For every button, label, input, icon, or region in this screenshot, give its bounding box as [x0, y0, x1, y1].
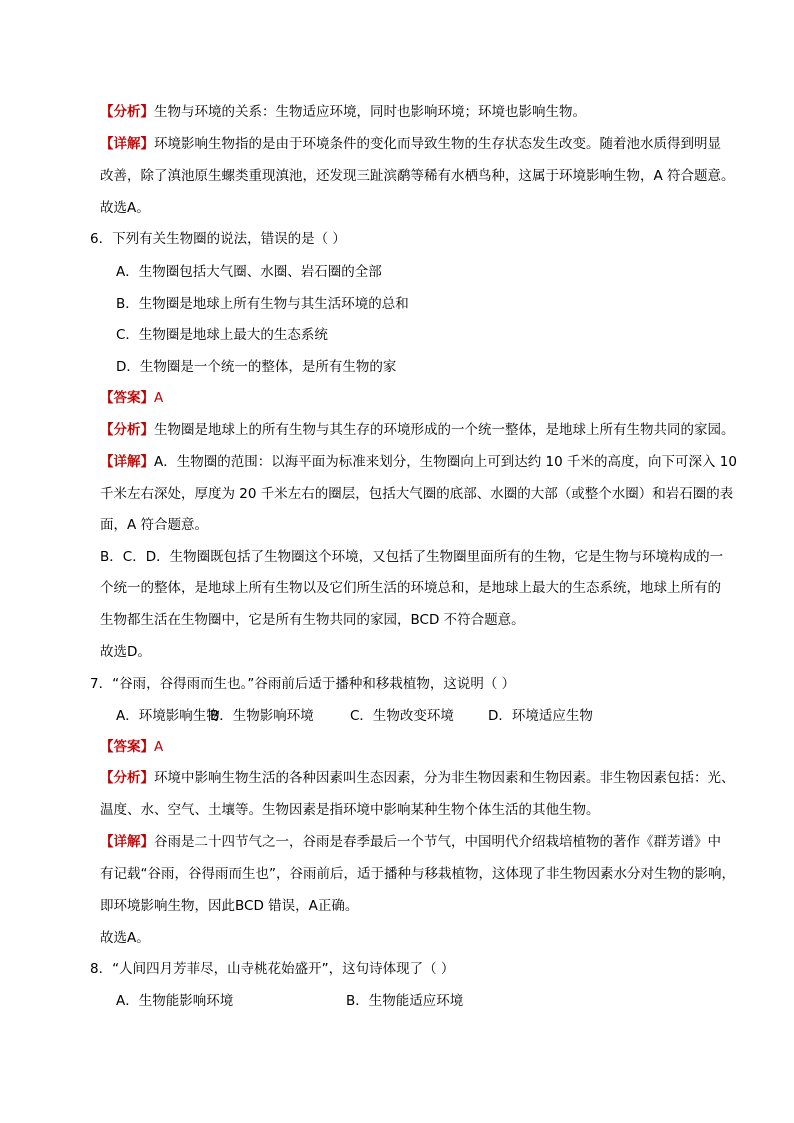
q6-answer	[100, 388, 730, 408]
q7-stem: 7．“谷雨，谷得雨而生也。”谷雨前后适于播种和移栽植物，这说明（ ）	[90, 676, 516, 692]
analysis-text: 环境中影响生物生活的各种因素叫生态因素，分为非生物因素和生物因素。非生物因素包括：光、	[154, 770, 735, 786]
analysis-text: 生物与环境的关系：生物适应环境，同时也影响环境；环境也影响生物。	[154, 104, 586, 120]
answer-tag: 【答案】	[100, 390, 154, 406]
q6-detail-line-4: B．C．D．生物圈既包括了生物圈这个环境，又包括了生物圈里面所有的生物，它是生物与环境构成的一	[100, 549, 724, 565]
q7-option-d: D．环境适应生物	[488, 708, 593, 724]
q8-stem: 8．“人间四月芳菲尽，山寺桃花始盛开”，这句诗体现了（ ）	[90, 961, 455, 977]
detail-tag: 【详解】	[100, 834, 154, 850]
q7-option-a: A．环境影响生物	[116, 708, 220, 724]
q6-option-a: A．生物圈包括大气圈、水圈、岩石圈的全部	[116, 264, 382, 280]
q8-option-b: B．生物能适应环境	[346, 993, 464, 1009]
q6-conclusion: 故选D。	[100, 644, 151, 660]
q7-detail-line-2: 有记载“谷雨，谷得雨而生也”，谷雨前后，适于播种与移栽植物，这体现了非生物因素水分对生物的影响，	[100, 866, 735, 882]
q6-detail-line-2: 千米左右深处，厚度为 20 千米左右的圈层，包括大气圈的底部、水圈的大部（或整个水圈）和岩石圈的表	[100, 486, 734, 502]
q6-option-c: C．生物圈是地球上最大的生态系统	[116, 327, 328, 343]
detail-text: A．生物圈的范围：以海平面为标准来划分，生物圈向上可到达约 10 千米的高度，向下可深入 10	[154, 454, 737, 470]
detail-text: 谷雨是二十四节气之一，谷雨是春季最后一个节气，中国明代介绍栽培植物的著作《群芳谱》中	[154, 834, 721, 850]
q6-option-d: D．生物圈是一个统一的整体，是所有生物的家	[116, 359, 397, 375]
q6-detail-line-3: 面，A 符合题意。	[100, 517, 209, 533]
answer-value: A	[154, 739, 164, 755]
analysis-tag: 【分析】	[100, 770, 154, 786]
q7-conclusion: 故选A。	[100, 930, 150, 946]
q7-option-c: C．生物改变环境	[350, 708, 454, 724]
q6-option-b: B．生物圈是地球上所有生物与其生活环境的总和	[116, 296, 409, 312]
q6-analysis	[100, 420, 735, 440]
answer-tag: 【答案】	[100, 739, 154, 755]
analysis-text: 生物圈是地球上的所有生物与其生存的环境形成的一个统一整体，是地球上所有生物共同的家园。	[154, 422, 735, 438]
q5-analysis	[100, 102, 730, 122]
detail-text: 环境影响生物指的是由于环境条件的变化而导致生物的生存状态发生改变。随着池水质得到明显	[154, 136, 721, 152]
q8-option-a: A．生物能影响环境	[116, 993, 234, 1009]
q5-detail-line-1	[100, 134, 730, 154]
analysis-tag: 【分析】	[100, 422, 154, 438]
q6-detail-line-1	[100, 452, 737, 472]
answer-value: A	[154, 390, 164, 406]
analysis-tag: 【分析】	[100, 104, 154, 120]
q7-analysis-line-1	[100, 768, 735, 788]
q6-detail-line-6: 生物都生活在生物圈中，它是所有生物共同的家园，BCD 不符合题意。	[100, 612, 525, 628]
q6-detail-line-5: 个统一的整体，是地球上所有生物以及它们所生活的环境总和，是地球上最大的生态系统，地球上所有的	[100, 580, 721, 596]
detail-tag: 【详解】	[100, 136, 154, 152]
q6-stem: 6．下列有关生物圈的说法，错误的是（ ）	[90, 231, 346, 247]
q7-detail-line-1	[100, 832, 730, 852]
q7-analysis-line-2: 温度、水、空气、土壤等。生物因素是指环境中影响某种生物个体生活的其他生物。	[100, 802, 600, 818]
q5-detail-line-2: 改善，除了滇池原生螺类重现滇池，还发现三趾滨鹬等稀有水栖鸟种，这属于环境影响生物，A 符合题意。	[100, 168, 735, 184]
q7-option-b: B．生物影响环境	[210, 708, 314, 724]
q7-answer	[100, 737, 730, 757]
detail-tag: 【详解】	[100, 454, 154, 470]
q5-conclusion: 故选A。	[100, 200, 150, 216]
q7-detail-line-3: 即环境影响生物，因此BCD 错误，A正确。	[100, 898, 359, 914]
